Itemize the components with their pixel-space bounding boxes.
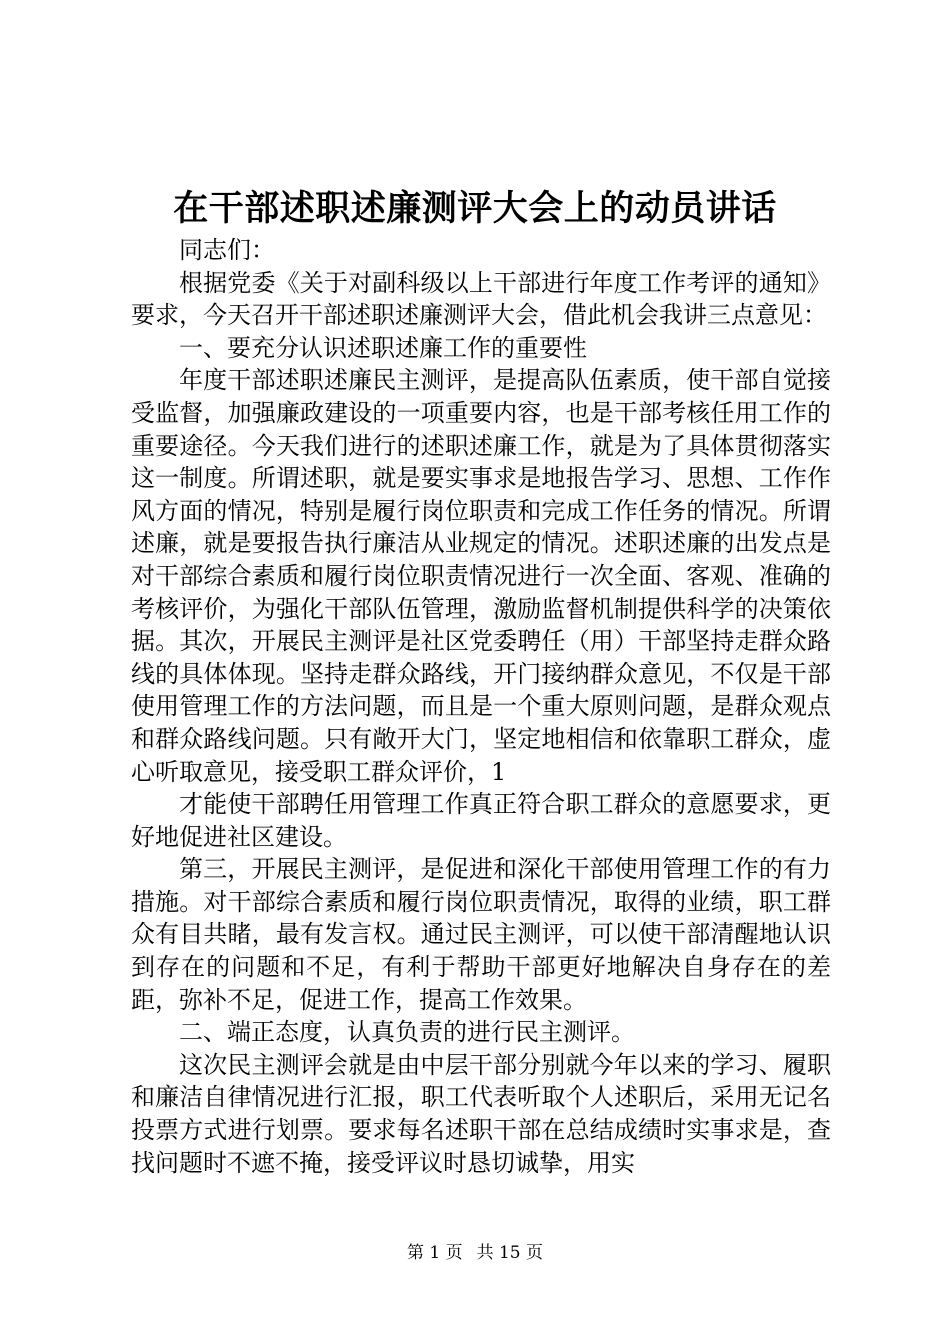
body-paragraph: 才能使干部聘任用管理工作真正符合职工群众的意愿要求，更好地促进社区建设。 (131, 790, 831, 851)
section-heading: 二、端正态度，认真负责的进行民主测评。 (179, 1018, 635, 1047)
body-paragraph: 年度干部述职述廉民主测评，是提高队伍素质，使干部自觉接受监督，加强廉政建设的一项重要内容，也是干部考核任用工作的重要途径。今天我们进行的述职述廉工作，就是为了具体贯彻落实这一制度。所谓述职，就是要实事求是地报告学习、思想、工作作风方面的情况，特别是履行岗位职责和完成工作任务的情况。所谓述廉，就是要报告执行廉洁从业规定的情况。述职述廉的出发点是对干部综合素质和履行岗位职责情况进行一次全面、客观、准确的考核评价，为强化干部队伍管理，激励监督机制提供科学的决策依据。其次，开展民主测评是社区党委聘任（用）干部坚持走群众路线的具体体现。坚持走群众路线，开门接纳群众意见，不仅是干部使用管理工作的方法问题，而且是一个重大原则问题，是群众观点和群众路线问题。只有敞开大门，坚定地相信和依靠职工群众，虚心听取意见，接受职工群众评价，1 (131, 366, 831, 786)
document-title: 在干部述职述廉测评大会上的动员讲话 (173, 188, 777, 229)
document-body (131, 234, 831, 1179)
body-paragraph: 这次民主测评会就是由中层干部分别就今年以来的学习、履职和廉洁自律情况进行汇报，职工代表听取个人述职后，采用无记名投票方式进行划票。要求每名述职干部在总结成绩时实事求是，查找问题时不遮不掩，接受评议时恳切诚挚，用实 (131, 1050, 831, 1177)
salutation: 同志们： (179, 236, 275, 264)
section-heading: 一、要充分认识述职述廉工作的重要性 (179, 333, 587, 362)
body-paragraph: 根据党委《关于对副科级以上干部进行年度工作考评的通知》要求，今天召开干部述职述廉测评大会，借此机会我讲三点意见： (131, 268, 831, 330)
page-total: 共 15 页 (476, 1243, 544, 1263)
page-footer (0, 1242, 950, 1264)
body-paragraph: 第三，开展民主测评，是促进和深化干部使用管理工作的有力措施。对干部综合素质和履行岗位职责情况，取得的业绩，职工群众有目共睹，最有发言权。通过民主测评，可以使干部清醒地认识到存在的问题和不足，有利于帮助干部更好地解决自身存在的差距，弥补不足，促进工作，提高工作效果。 (131, 855, 831, 1014)
page-number: 第 1 页 (406, 1243, 463, 1263)
